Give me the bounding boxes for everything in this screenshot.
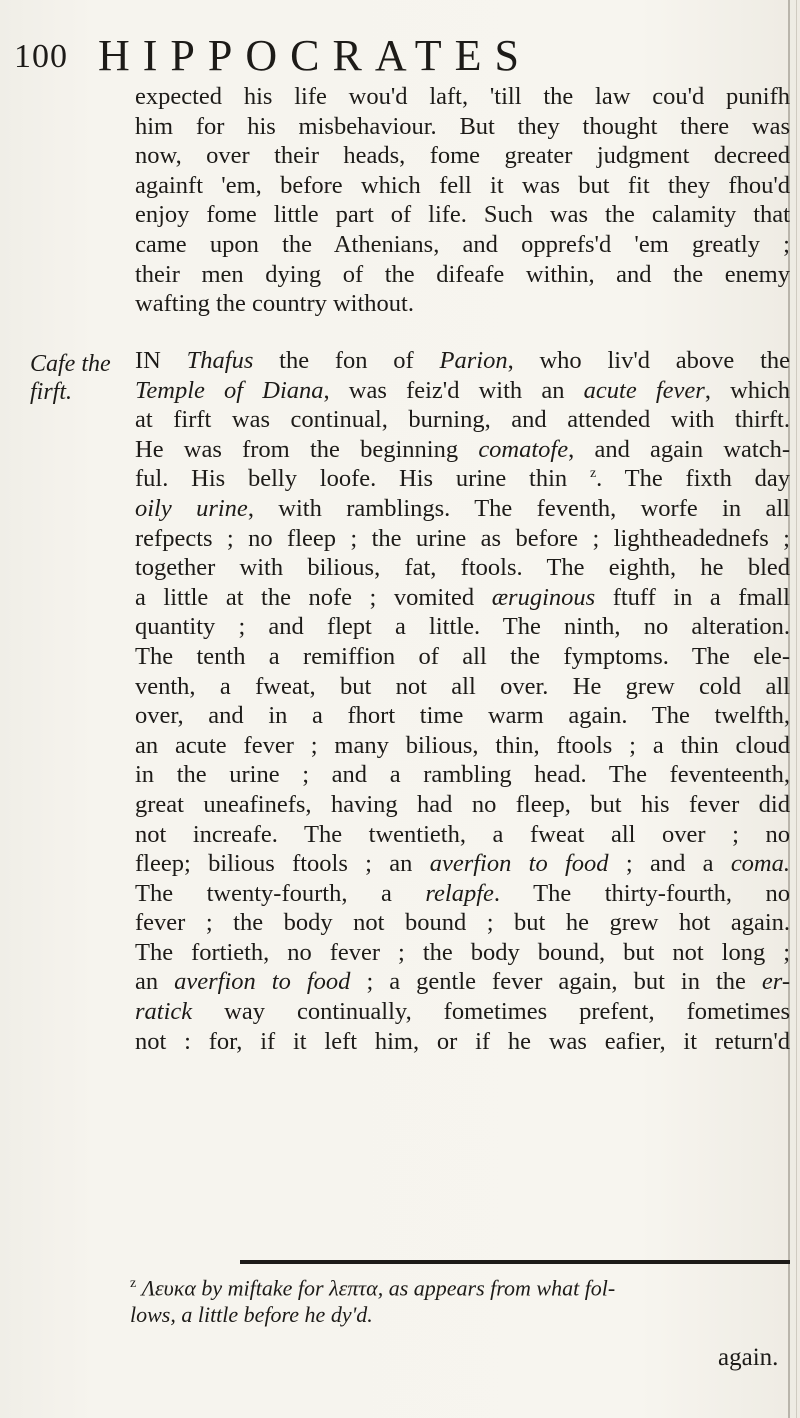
text-line: not : for, if it left him, or if he was eafier, it return'd — [135, 1027, 790, 1055]
text-line: him for his misbehaviour. But they thought there was — [135, 112, 790, 140]
catchword: again. — [718, 1344, 779, 1371]
text-line: their men dying of the difeafe within, and the enemy — [135, 260, 790, 288]
paragraph-1 — [135, 82, 790, 319]
text-line: enjoy fome little part of life. Such was the calamity that — [135, 201, 790, 229]
text-line: The fortieth, no fever ; the body bound, but not long ; — [135, 938, 790, 966]
text-line: quantity ; and flept a little. The ninth, no alteration. — [135, 613, 790, 641]
text-line: an averfion to food ; a gentle fever again, but in the er- — [135, 968, 790, 996]
footnote — [130, 1270, 790, 1328]
running-head: HIPPOCRATES — [98, 31, 532, 80]
text-line: againft 'em, before which fell it was but fit they fhou'd — [135, 171, 790, 199]
text-line: an acute fever ; many bilious, thin, ftools ; a thin cloud — [135, 731, 790, 759]
text-line: Temple of Diana, was feiz'd with an acute fever, which — [135, 376, 790, 404]
text-line: He was from the beginning comatofe, and again watch- — [135, 435, 790, 463]
text-line: expected his life wou'd laft, 'till the law cou'd punifh — [135, 83, 790, 110]
margin-note-line-1: Cafe the — [30, 351, 111, 377]
footnote-ref: z — [589, 466, 597, 482]
text-line: came upon the Athenians, and opprefs'd 'em greatly ; — [135, 230, 790, 258]
footnote-line-1: $^z$ Λευκα by miftake for λεπτα, as appears from what fol- — [130, 1275, 616, 1301]
paragraph-2 — [135, 346, 790, 1056]
text-line: ful. His belly loofe. His urine thin $^z$. The fixth day — [135, 465, 791, 493]
text-line: over, and in a fhort time warm again. The twelfth, — [135, 702, 790, 730]
text-line: The tenth a remiffion of all the fymptoms. The ele- — [135, 642, 790, 670]
margin-note-line-2: firft. — [30, 379, 73, 405]
text-line: at firft was continual, burning, and attended with thirft. — [135, 406, 790, 434]
text-line: ratick way continually, fometimes prefent, fometimes — [135, 998, 790, 1026]
text-line: IN Thafus the fon of Parion, who liv'd above the — [135, 347, 790, 374]
footnote-mark: z — [130, 1276, 137, 1291]
text-line: great uneafinefs, having had no fleep, but his fever did — [135, 790, 790, 818]
text-line: fleep; bilious ftools ; an averfion to food ; and a coma. — [135, 850, 791, 878]
margin-note — [30, 350, 111, 406]
text-line: fever ; the body not bound ; but he grew hot again. — [135, 909, 790, 937]
text-line: now, over their heads, fome greater judgment decreed — [135, 142, 790, 170]
page-number: 100 — [14, 38, 68, 75]
text-line: a little at the nofe ; vomited æruginous ftuff in a fmall — [135, 583, 790, 611]
footnote-rule — [240, 1260, 790, 1264]
text-line: wafting the country without. — [135, 290, 414, 318]
footnote-line-2: lows, a little before he dy'd. — [130, 1302, 373, 1328]
text-line: in the urine ; and a rambling head. The feventeenth, — [135, 761, 790, 789]
text-line: refpects ; no fleep ; the urine as before ; lightheadednefs ; — [135, 524, 790, 552]
text-line: The twenty-fourth, a relapfe. The thirty-fourth, no — [135, 879, 790, 907]
text-line: venth, a fweat, but not all over. He grew cold all — [135, 672, 790, 700]
text-line: oily urine, with ramblings. The feventh, worfe in all — [135, 494, 790, 522]
page-edge-line — [796, 0, 797, 1418]
text-line: together with bilious, fat, ftools. The eighth, he bled — [135, 554, 790, 582]
text-line: not increafe. The twentieth, a fweat all over ; no — [135, 820, 790, 848]
